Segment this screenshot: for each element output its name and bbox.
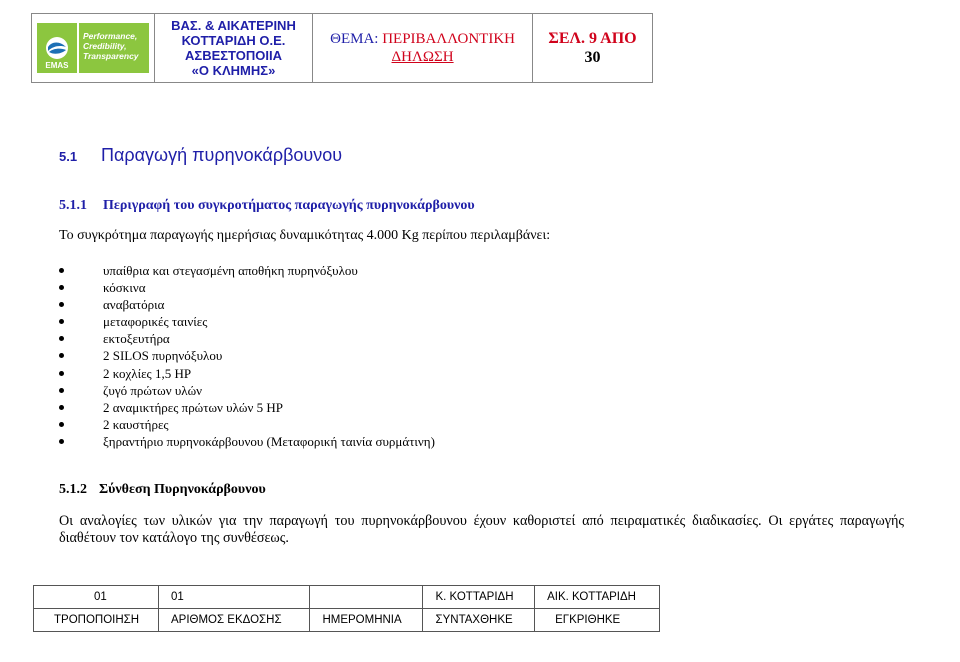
slogan-line: Transparency bbox=[82, 51, 139, 61]
list-item bbox=[59, 262, 435, 279]
bullet-icon bbox=[59, 405, 64, 410]
revision-values-row bbox=[34, 586, 660, 609]
list-item bbox=[59, 330, 435, 347]
section-heading bbox=[59, 145, 342, 166]
approver-value: ΑΙΚ. ΚΟΤΤΑΡΙΔΗ bbox=[535, 586, 660, 609]
bullet-icon bbox=[59, 353, 64, 358]
document-theme bbox=[313, 14, 533, 83]
revision-value: 01 bbox=[34, 586, 159, 609]
emas-globe-icon bbox=[44, 35, 70, 61]
list-item-text: 2 SILOS πυρηνόξυλου bbox=[103, 348, 223, 364]
approver-label: ΕΓΚΡΙΘΗΚΕ bbox=[535, 609, 660, 632]
page-number-line1: ΣΕΛ. 9 ΑΠΟ bbox=[548, 30, 637, 47]
company-line: ΑΣΒΕΣΤΟΠΟΙΙΑ bbox=[185, 48, 282, 63]
list-item-text: κόσκινα bbox=[103, 280, 146, 296]
emas-brand: EMAS bbox=[45, 61, 69, 70]
author-label: ΣΥΝΤΑΧΘΗΚΕ bbox=[423, 609, 535, 632]
date-label: ΗΜΕΡΟΜΗΝΙΑ bbox=[310, 609, 423, 632]
section-number: 5.1 bbox=[59, 149, 78, 164]
list-item bbox=[59, 382, 435, 399]
bullet-icon bbox=[59, 319, 64, 324]
company-line: «Ο ΚΛΗΜΗΣ» bbox=[191, 63, 276, 78]
company-line: ΚΟΤΤΑΡΙΔΗ Ο.Ε. bbox=[181, 33, 286, 48]
list-item bbox=[59, 279, 435, 296]
list-item-text: εκτοξευτήρα bbox=[103, 331, 170, 347]
emas-slogan bbox=[77, 23, 149, 73]
list-item-text: ξηραντήριο πυρηνοκάρβουνου (Μεταφορική ταινία συρμάτινη) bbox=[103, 433, 435, 449]
slogan-line: Performance, bbox=[82, 31, 138, 41]
list-item-text: ζυγό πρώτων υλών bbox=[103, 382, 203, 398]
theme-prefix: ΘΕΜΑ: bbox=[330, 31, 379, 47]
revision-label: ΤΡΟΠΟΠΟΙΗΣΗ bbox=[34, 609, 159, 632]
revision-labels-row bbox=[34, 609, 660, 632]
bullet-icon bbox=[59, 302, 64, 307]
author-value: Κ. ΚΟΤΤΑΡΙΔΗ bbox=[423, 586, 535, 609]
page-number bbox=[533, 14, 653, 83]
bullet-icon bbox=[59, 422, 64, 427]
list-item-text: μεταφορικές ταινίες bbox=[103, 314, 208, 330]
list-item bbox=[59, 296, 435, 313]
date-value bbox=[310, 586, 423, 609]
list-item-text: αναβατόρια bbox=[103, 297, 165, 313]
bullet-icon bbox=[59, 268, 64, 273]
bullet-icon bbox=[59, 336, 64, 341]
list-item bbox=[59, 416, 435, 433]
list-item-text: 2 αναμικτήρες πρώτων υλών 5 HP bbox=[103, 399, 283, 415]
list-item bbox=[59, 399, 435, 416]
revision-table bbox=[33, 585, 660, 632]
list-item bbox=[59, 433, 435, 450]
subsection-number: 5.1.2 bbox=[59, 482, 87, 497]
subsection-title: Περιγραφή του συγκροτήματος παραγωγής πυρηνοκάρβουνου bbox=[103, 198, 475, 213]
list-item bbox=[59, 313, 435, 330]
subsection-number: 5.1.1 bbox=[59, 198, 87, 213]
theme-title-line1: ΠΕΡΙΒΑΛΛΟΝΤΙΚΗ bbox=[382, 31, 515, 47]
list-item-text: 2 κοχλίες 1,5 HP bbox=[103, 365, 192, 381]
emas-logo bbox=[37, 23, 149, 73]
list-item bbox=[59, 347, 435, 364]
list-item bbox=[59, 365, 435, 382]
subsection-heading-2 bbox=[59, 482, 266, 498]
subsection-heading-1 bbox=[59, 198, 475, 214]
company-line: ΒΑΣ. & ΑΙΚΑΤΕΡΙΝΗ bbox=[171, 18, 296, 33]
edition-label: ΑΡΙΘΜΟΣ ΕΚΔΟΣΗΣ bbox=[159, 609, 310, 632]
header-table bbox=[31, 13, 653, 83]
subsection-title: Σύνθεση Πυρηνοκάρβουνου bbox=[99, 482, 266, 497]
intro-text: Το συγκρότημα παραγωγής ημερήσιας δυναμικότητας 4.000 Kg περίπου περιλαμβάνει: bbox=[59, 228, 551, 243]
bullet-icon bbox=[59, 439, 64, 444]
logo-cell bbox=[32, 14, 155, 83]
list-item-text: υπαίθρια και στεγασμένη αποθήκη πυρηνόξυλου bbox=[103, 263, 358, 278]
emas-mark bbox=[37, 23, 77, 73]
company-name bbox=[154, 14, 312, 83]
edition-value: 01 bbox=[159, 586, 310, 609]
page-number-line2: 30 bbox=[584, 49, 601, 66]
bullet-icon bbox=[59, 285, 64, 290]
slogan-line: Credibility, bbox=[82, 41, 127, 51]
bullet-icon bbox=[59, 388, 64, 393]
theme-title-line2: ΔΗΛΩΣΗ bbox=[391, 49, 454, 65]
list-item-text: 2 καυστήρες bbox=[103, 416, 169, 432]
section-title: Παραγωγή πυρηνοκάρβουνου bbox=[101, 145, 343, 165]
composition-paragraph: Οι αναλογίες των υλικών για την παραγωγή του πυρηνοκάρβουνου έχουν καθοριστεί από πειραματικές διαδικασίες. Οι εργάτες παραγωγής διαθέτουν τον κατάλογο της συνθέσεως. bbox=[59, 513, 904, 546]
bullet-icon bbox=[59, 371, 64, 376]
equipment-list bbox=[59, 262, 435, 450]
